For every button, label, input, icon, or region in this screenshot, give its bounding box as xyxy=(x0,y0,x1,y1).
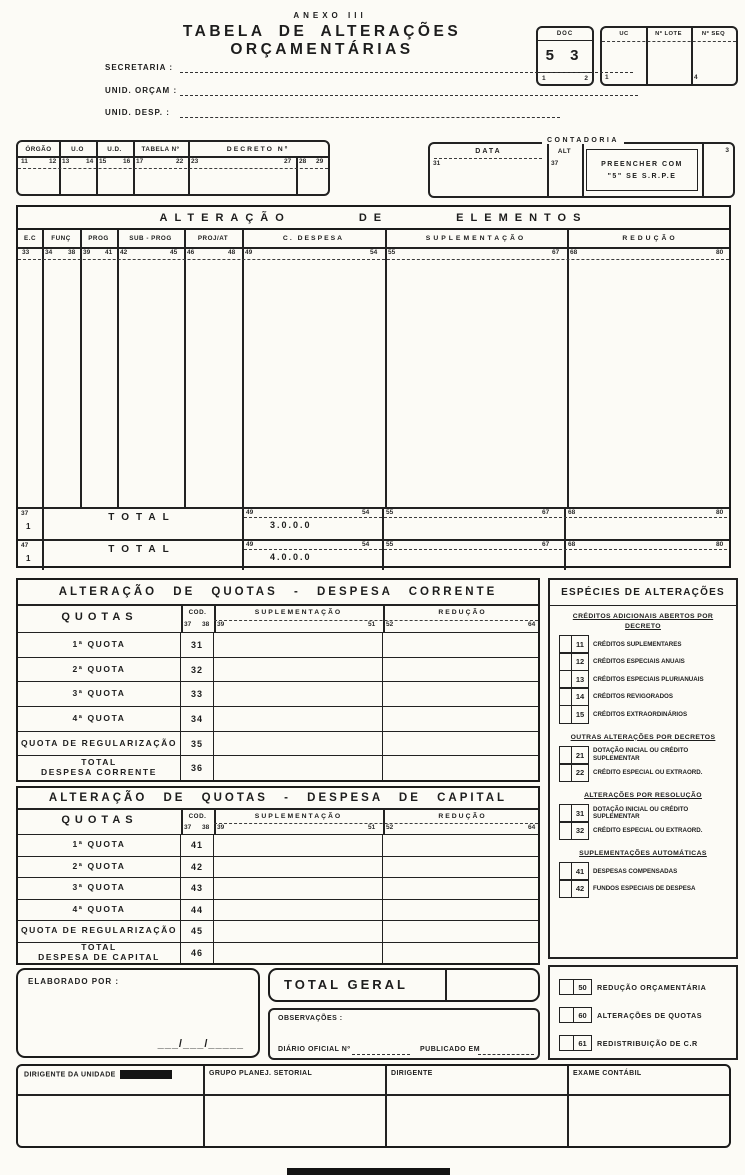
quota-row-label: TOTAL DESPESA DE CAPITAL xyxy=(18,943,181,964)
quota-suplementacao-input-cell[interactable] xyxy=(214,707,383,731)
total-code-3000: 3.0.0.0 xyxy=(270,520,312,530)
espece-label: FUNDOS ESPECIAIS DE DESPESA xyxy=(593,885,696,893)
especies-box xyxy=(548,578,738,959)
espece-item xyxy=(559,670,736,689)
especies-group-automaticas xyxy=(550,849,736,898)
total1-supl-input-cell[interactable] xyxy=(384,519,562,537)
registry-box: UC Nº LOTE Nº SEQ 1 4 xyxy=(600,26,738,86)
contadoria-box: CONTADORIA DATA 31 ALT 37 PREENCHER COM "5" SE S.R.P.E 3 xyxy=(428,142,735,198)
quota-row xyxy=(18,681,538,706)
quota-reducao-input-cell[interactable] xyxy=(383,943,538,964)
quota-reducao-input-cell[interactable] xyxy=(383,633,538,657)
quotas-capital-rows xyxy=(18,834,538,963)
espece-checkbox[interactable] xyxy=(559,652,572,671)
elementos-body-input-area[interactable] xyxy=(18,260,729,507)
quota-code: 36 xyxy=(181,756,214,780)
total-geral-input-cell[interactable] xyxy=(447,972,535,998)
col-ud: U.D. xyxy=(107,146,122,153)
col-decreto: DECRETO Nº xyxy=(226,146,290,153)
unid-desp-input-line[interactable] xyxy=(180,117,560,118)
elementos-table: ALTERAÇÃO DE ELEMENTOS E.C FUNÇ PROG SUB - PROG PROJ/AT C. DESPESA SUPLEMENTAÇÃO REDUÇÃO 33 34 38 39 41 42 45 46 48 49 54 55 67 68 80 37 1 TOTAL 49 54 55 67 68 80 3.0.0.0 47 1 TOTAL 49 54 55 67 68 80 4.0.0.0 xyxy=(16,205,731,568)
quota-row-label: TOTAL DESPESA CORRENTE xyxy=(18,756,181,780)
quota-row xyxy=(18,731,538,756)
quota-row-label: 4ª QUOTA xyxy=(18,707,181,731)
espece-checkbox[interactable] xyxy=(559,746,572,765)
data-field-label: DATA xyxy=(475,148,502,155)
quota-suplementacao-input-cell[interactable] xyxy=(214,878,383,899)
quotas-capital-table: ALTERAÇÃO DE QUOTAS - DESPESA DE CAPITAL QUOTAS COD. SUPLEMENTAÇÃO REDUÇÃO 37 38 39 51 52 64 1ª QUOTA 41 2ª QUOTA 42 3ª QUOTA 43 4ª QUOTA 44 QUOTA DE REGULARIZAÇÃO 45 TOTAL DESPESA DE CAPITAL 46 xyxy=(16,786,540,965)
quota-row-label: 4ª QUOTA xyxy=(18,900,181,921)
espece-code: 31 xyxy=(572,804,589,823)
quota-code: 43 xyxy=(181,878,214,899)
unid-orcam-input-line[interactable] xyxy=(180,95,638,96)
espece-checkbox[interactable] xyxy=(559,979,574,995)
espece-code: 22 xyxy=(572,763,589,782)
quotas-corrente-title: ALTERAÇÃO DE QUOTAS - DESPESA CORRENTE xyxy=(18,580,538,606)
quota-reducao-input-cell[interactable] xyxy=(383,658,538,682)
note-line-2: "5" SE S.R.P.E xyxy=(607,172,677,180)
quota-code: 41 xyxy=(181,835,214,856)
scan-artifact-bar xyxy=(287,1168,450,1175)
espece-checkbox[interactable] xyxy=(559,687,572,706)
quota-code: 31 xyxy=(181,633,214,657)
divider-line xyxy=(244,549,727,550)
espece-item xyxy=(559,821,736,840)
quota-code: 45 xyxy=(181,921,214,942)
divider-line xyxy=(702,144,704,196)
quota-code: 34 xyxy=(181,707,214,731)
quota-reducao-input-cell[interactable] xyxy=(383,857,538,878)
espece-code: 12 xyxy=(572,652,589,671)
publicado-em-label: PUBLICADO EM xyxy=(420,1046,481,1053)
alt-field-label: ALT xyxy=(557,148,572,155)
quota-row xyxy=(18,632,538,657)
registry-col-seq: Nº SEQ xyxy=(701,31,726,37)
col-quotas: QUOTAS xyxy=(61,611,138,623)
quota-suplementacao-input-cell[interactable] xyxy=(214,857,383,878)
total2-supl-input-cell[interactable] xyxy=(384,551,562,568)
group-heading: ALTERAÇÕES POR RESOLUÇÃO xyxy=(584,792,702,800)
group-heading: OUTRAS ALTERAÇÕES POR DECRETOS xyxy=(570,733,716,741)
signature-input-cell[interactable] xyxy=(567,1096,729,1146)
espece-label: REDUÇÃO ORÇAMENTÁRIA xyxy=(597,982,707,992)
page-title: TABELA DE ALTERAÇÕES ORÇAMENTÁRIAS xyxy=(182,23,462,58)
total-geral-label: TOTAL GERAL xyxy=(284,977,408,992)
divider-line xyxy=(214,620,538,621)
col-projat: PROJ/AT xyxy=(197,235,229,242)
divider-line xyxy=(214,823,538,824)
col-despesa: C. DESPESA xyxy=(282,235,345,242)
quota-suplementacao-input-cell[interactable] xyxy=(214,658,383,682)
quota-row-label: 2ª QUOTA xyxy=(18,857,181,878)
col-prog: PROG xyxy=(88,235,109,242)
espece-label: CRÉDITOS REVIGORADOS xyxy=(593,693,673,700)
quota-row xyxy=(18,899,538,921)
total-label-capital: TOTAL xyxy=(108,544,176,555)
total-geral-box xyxy=(268,968,540,1002)
espece-item xyxy=(559,705,736,724)
quota-suplementacao-input-cell[interactable] xyxy=(214,835,383,856)
signature-input-cell[interactable] xyxy=(203,1096,385,1146)
signature-input-cell[interactable] xyxy=(385,1096,567,1146)
espece-code: 15 xyxy=(572,705,589,724)
quota-reducao-input-cell[interactable] xyxy=(383,707,538,731)
quotas-corrente-table: ALTERAÇÃO DE QUOTAS - DESPESA CORRENTE QUOTAS COD. SUPLEMENTAÇÃO REDUÇÃO 37 38 39 51 52 64 1ª QUOTA 31 2ª QUOTA 32 3ª QUOTA 33 4ª QUOTA 34 QUOTA DE REGULARIZAÇÃO 35 TOTAL DESPESA CORRENTE 36 xyxy=(16,578,540,782)
espece-item xyxy=(559,804,736,823)
quota-row-label: 2ª QUOTA xyxy=(18,658,181,682)
quota-suplementacao-input-cell[interactable] xyxy=(214,732,383,756)
col-reducao: REDUÇÃO xyxy=(622,235,678,242)
quota-code: 32 xyxy=(181,658,214,682)
registry-col-lote: Nº LOTE xyxy=(655,31,682,37)
data-input-cell[interactable] xyxy=(434,166,542,192)
divider-line xyxy=(582,144,584,196)
espece-label: CRÉDITOS ESPECIAIS PLURIANUAIS xyxy=(593,675,704,683)
field-label-secretaria: SECRETARIA : xyxy=(105,63,173,72)
quota-suplementacao-input-cell[interactable] xyxy=(214,682,383,706)
espece-code: 60 xyxy=(574,1007,592,1023)
espece-item xyxy=(559,635,736,654)
quota-row xyxy=(18,755,538,780)
espece-label: DESPESAS COMPENSADAS xyxy=(593,867,678,875)
quota-row-label: QUOTA DE REGULARIZAÇÃO xyxy=(18,921,181,942)
espece-code: 41 xyxy=(572,862,589,881)
espece-item xyxy=(559,1007,736,1023)
espece-checkbox[interactable] xyxy=(559,879,572,898)
espece-label: ALTERAÇÕES DE QUOTAS xyxy=(597,1010,703,1020)
col-red: REDUÇÃO xyxy=(438,813,487,820)
note-line-1: PREENCHER COM xyxy=(601,160,683,168)
preencher-note-box xyxy=(586,149,698,191)
espece-checkbox[interactable] xyxy=(559,821,572,840)
especies-group-decreto xyxy=(550,612,736,724)
elementos-title: ALTERAÇÃO DE ELEMENTOS xyxy=(18,207,729,230)
elaborado-label: ELABORADO POR : xyxy=(28,977,119,986)
quotas-capital-title: ALTERAÇÃO DE QUOTAS - DESPESA DE CAPITAL xyxy=(18,788,538,810)
col-quotas: QUOTAS xyxy=(61,814,138,826)
espece-checkbox[interactable] xyxy=(559,804,572,823)
quota-code: 44 xyxy=(181,900,214,921)
espece-checkbox[interactable] xyxy=(559,862,572,881)
quota-code: 33 xyxy=(181,682,214,706)
col-ec: E.C xyxy=(24,235,36,242)
espece-label: CRÉDITOS EXTRAORDINÁRIOS xyxy=(593,710,688,718)
group-heading: CRÉDITOS ADICIONAIS ABERTOS POR DECRETO xyxy=(572,613,714,631)
side-input-cell[interactable] xyxy=(705,154,733,192)
espece-item xyxy=(559,687,736,706)
quota-suplementacao-input-cell[interactable] xyxy=(214,633,383,657)
signature-table xyxy=(16,1064,731,1148)
col-cod: COD. xyxy=(188,813,207,820)
quota-suplementacao-input-cell[interactable] xyxy=(214,900,383,921)
quota-code: 35 xyxy=(181,732,214,756)
quota-reducao-input-cell[interactable] xyxy=(383,878,538,899)
espece-code: 32 xyxy=(572,821,589,840)
espece-label: CRÉDITO ESPECIAL OU EXTRAORD. xyxy=(593,826,703,834)
espece-item xyxy=(559,652,736,671)
contadoria-title: CONTADORIA xyxy=(542,137,624,144)
group-heading: SUPLEMENTAÇÕES AUTOMÁTICAS xyxy=(579,850,707,858)
espece-checkbox[interactable] xyxy=(559,635,572,654)
quota-suplementacao-input-cell[interactable] xyxy=(214,943,383,964)
espece-code: 11 xyxy=(572,635,589,654)
espece-item xyxy=(559,862,736,881)
espece-label: DOTAÇÃO INICIAL OU CRÉDITO SUPLEMENTAR xyxy=(593,805,689,821)
quota-row xyxy=(18,834,538,856)
espece-label: CRÉDITOS ESPECIAIS ANUAIS xyxy=(593,658,685,665)
orgao-decreto-box: ÓRGÃO U.O U.D. TABELA Nº DECRETO Nº 11 12 13 14 15 16 17 22 23 27 28 29 xyxy=(16,140,330,196)
quota-row xyxy=(18,706,538,731)
divider-line xyxy=(18,539,729,541)
quota-code: 46 xyxy=(181,943,214,964)
orgao-decreto-input-row[interactable] xyxy=(18,169,328,194)
observacoes-input-area[interactable] xyxy=(278,1024,530,1040)
diario-oficial-input-line[interactable] xyxy=(352,1054,410,1055)
quota-row-label: QUOTA DE REGULARIZAÇÃO xyxy=(18,732,181,756)
col-uo: U.O xyxy=(71,146,84,153)
quota-suplementacao-input-cell[interactable] xyxy=(214,921,383,942)
espece-item xyxy=(559,763,736,782)
alt-input-cell[interactable] xyxy=(550,166,578,192)
quota-row-label: 3ª QUOTA xyxy=(18,682,181,706)
col-tabela: TABELA Nº xyxy=(141,146,180,153)
especies-title: ESPÉCIES DE ALTERAÇÕES xyxy=(550,580,736,606)
redaction-mark xyxy=(120,1070,172,1079)
doc-code-marker-strip: 1 2 xyxy=(538,72,592,84)
doc-code-label: DOC xyxy=(538,28,592,41)
quota-row xyxy=(18,920,538,942)
espece-label: REDISTRIBUIÇÃO DE C.R xyxy=(597,1038,698,1048)
secretaria-input-line[interactable] xyxy=(180,72,633,73)
sig-col-grupo-planej: GRUPO PLANEJ. SETORIAL xyxy=(209,1070,313,1077)
espece-code: 61 xyxy=(574,1035,592,1051)
quota-row xyxy=(18,657,538,682)
observacoes-label: OBSERVAÇÕES : xyxy=(278,1015,343,1022)
quota-row xyxy=(18,877,538,899)
signature-input-cell[interactable] xyxy=(18,1096,203,1146)
col-subprog: SUB - PROG xyxy=(129,235,172,242)
total-flag: 1 xyxy=(26,522,31,531)
sig-col-dirigente-unidade: DIRIGENTE DA UNIDADE xyxy=(18,1066,203,1094)
col-func: FUNÇ xyxy=(51,235,71,242)
especies-footer-box xyxy=(548,965,738,1060)
espece-code: 13 xyxy=(572,670,589,689)
col-suplementacao: SUPLEMENTAÇÃO xyxy=(425,235,527,242)
total-code-4000: 4.0.0.0 xyxy=(270,552,312,562)
doc-code-value: 5 3 xyxy=(545,47,585,64)
annex-label: ANEXO III xyxy=(293,11,367,20)
observacoes-box xyxy=(268,1008,540,1060)
quota-row xyxy=(18,942,538,964)
quota-reducao-input-cell[interactable] xyxy=(383,756,538,780)
especies-group-outras xyxy=(550,733,736,782)
col-cod: COD. xyxy=(188,609,207,616)
quota-reducao-input-cell[interactable] xyxy=(383,732,538,756)
espece-label: CRÉDITOS SUPLEMENTARES xyxy=(593,640,682,648)
quota-reducao-input-cell[interactable] xyxy=(383,900,538,921)
espece-label: DOTAÇÃO INICIAL OU CRÉDITO SUPLEMENTAR xyxy=(593,747,689,763)
doc-code-box xyxy=(536,26,594,86)
col-supl: SUPLEMENTAÇÃO xyxy=(254,609,343,616)
field-label-unid-desp: UNID. DESP. : xyxy=(105,108,170,117)
espece-item xyxy=(559,879,736,898)
especies-group-resolucao xyxy=(550,791,736,840)
quota-row-label: 1ª QUOTA xyxy=(18,835,181,856)
espece-code: 14 xyxy=(572,687,589,706)
espece-checkbox[interactable] xyxy=(559,1007,574,1023)
espece-label: CRÉDITO ESPECIAL OU EXTRAORD. xyxy=(593,768,703,776)
quota-reducao-input-cell[interactable] xyxy=(383,835,538,856)
espece-checkbox[interactable] xyxy=(559,1035,574,1051)
col-orgao: ÓRGÃO xyxy=(25,146,52,153)
quotas-corrente-rows xyxy=(18,632,538,780)
espece-checkbox[interactable] xyxy=(559,705,572,724)
quota-reducao-input-cell[interactable] xyxy=(383,682,538,706)
sig-col-dirigente: DIRIGENTE xyxy=(391,1070,433,1077)
col-red: REDUÇÃO xyxy=(438,609,487,616)
total-label-corrente: TOTAL xyxy=(108,512,176,523)
quota-reducao-input-cell[interactable] xyxy=(383,921,538,942)
espece-checkbox[interactable] xyxy=(559,763,572,782)
espece-code: 42 xyxy=(572,879,589,898)
quota-suplementacao-input-cell[interactable] xyxy=(214,756,383,780)
espece-code: 50 xyxy=(574,979,592,995)
elaborado-box xyxy=(16,968,260,1058)
sig-col-exame-contabil: EXAME CONTÁBIL xyxy=(573,1070,642,1077)
total2-red-input-cell[interactable] xyxy=(566,551,726,568)
elaborado-input-area[interactable] xyxy=(28,994,248,1034)
quota-row-label: 1ª QUOTA xyxy=(18,633,181,657)
espece-item xyxy=(559,746,736,765)
divider-line xyxy=(18,507,729,509)
espece-item xyxy=(559,1035,736,1051)
espece-code: 21 xyxy=(572,746,589,765)
col-supl: SUPLEMENTAÇÃO xyxy=(254,813,343,820)
divider-line xyxy=(434,158,542,159)
quota-row xyxy=(18,856,538,878)
espece-item xyxy=(559,979,736,995)
quota-code: 42 xyxy=(181,857,214,878)
total1-red-input-cell[interactable] xyxy=(566,519,726,537)
espece-checkbox[interactable] xyxy=(559,670,572,689)
quota-row-label: 3ª QUOTA xyxy=(18,878,181,899)
elaborado-date-line[interactable]: ___/___/_____ xyxy=(157,1038,244,1050)
total-flag: 1 xyxy=(26,554,31,563)
field-label-unid-orcam: UNID. ORÇAM : xyxy=(105,86,178,95)
divider-line xyxy=(602,41,736,42)
divider-line xyxy=(244,517,727,518)
publicado-em-input-line[interactable] xyxy=(478,1054,534,1055)
diario-oficial-label: DIÁRIO OFICIAL Nº xyxy=(278,1046,351,1053)
registry-col-uc: UC xyxy=(619,31,629,37)
